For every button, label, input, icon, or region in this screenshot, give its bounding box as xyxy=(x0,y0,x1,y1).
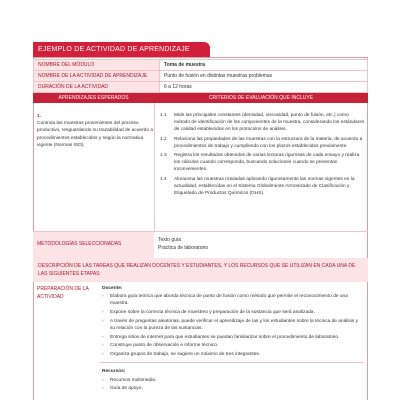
methodology-item: Texto guía xyxy=(158,237,182,243)
methodologies-values xyxy=(154,232,212,259)
description-band: DESCRIPCIÓN DE LAS TAREAS QUE REALIZAN DOCENTES Y ESTUDIANTES, Y LOS RECURSOS QUE SE UTILIZAN EN CADA UNA DE LAS SIGUIENTES ETAPAS: xyxy=(33,258,368,282)
criteria-text: Relaciona las propiedades de las muestras con la estructura de la materia, de acuerdo a procedimientos de trabajo y cumpliendo con los plazos establecidos previamente. xyxy=(174,136,363,149)
list-item xyxy=(102,334,364,341)
list-item-text: Elabora guía teórica que aborda técnica de punto de fusión como método que permite el reconocimiento de una muestra. xyxy=(110,294,348,307)
page-title: EJEMPLO DE ACTIVIDAD DE APRENDIZAJE xyxy=(33,42,210,57)
methodology-item: Práctica de laboratorio xyxy=(158,244,209,251)
criteria-item xyxy=(160,176,365,198)
criteria-text: Almacena las muestras rotuladas aplicando rigurosamente las normas vigentes en la actualidad, establecidas en el Sistema Globalmente Armonizado de Clasificación y Etiquetado de Productos Químicos (GHS). xyxy=(174,176,355,197)
criteria-item xyxy=(160,136,365,150)
duration-value: 6 a 12 horas xyxy=(160,82,368,93)
criteria-list xyxy=(160,112,365,199)
criteria-text: Mide las principales constantes (densidad, viscosidad, punto de fusión, etc.) como método de identificación de los componentes de la muestra, considerando los estándares de calidad establecidos en los protocolos de análisis. xyxy=(174,113,365,133)
list-item-text: A través de preguntas aleatorias, puede verificar el aprendizaje de las y los estudiantes sobre la técnica de análisis y su relación con la pureza de las sustancias. xyxy=(110,318,358,332)
recursos-label: Recursos: xyxy=(102,369,126,375)
criteria-text: Registra los resultados obtenidos de varias lecturas rigurosas de cada ensayo y realiza los cálculos cuando corresponda, buscando soluciones cuando se presentan inconvenientes. xyxy=(174,153,360,173)
criteria-number: 1.3 xyxy=(160,153,167,159)
learning-outcome xyxy=(37,113,153,149)
activity-value: Punto de fusión en distintas muestras problemas xyxy=(160,71,368,82)
list-item-text: Construye punto de observación e informe técnico. xyxy=(110,343,219,349)
chevron-right-icon: › xyxy=(102,352,104,358)
learning-number: 1. xyxy=(37,114,42,119)
column-divider xyxy=(154,103,155,231)
criteria-header xyxy=(33,93,368,103)
list-item-text: Entrega sitios de internet para que estudiantes se puedan familiarizar sobre el procedimiento de laboratorio. xyxy=(110,334,340,340)
module-label: NOMBRE DEL MÓDULO xyxy=(34,60,160,71)
methodologies-label: METODOLOGÍAS SELECCIONADAS xyxy=(33,232,154,259)
info-row-activity xyxy=(34,71,368,82)
module-value: Toma de muestra xyxy=(160,60,368,71)
section-divider xyxy=(99,362,364,363)
chevron-right-icon: › xyxy=(102,318,104,324)
chevron-right-icon: › xyxy=(102,386,104,392)
learning-header: APRENDIZAJES ESPERADOS xyxy=(58,95,129,101)
criteria-number: 1.1 xyxy=(160,113,167,118)
list-item-text: Organiza grupos de trabajo, se sugiere un máximo de tres integrantes. xyxy=(110,352,261,358)
list-item xyxy=(102,318,364,332)
info-table xyxy=(33,59,368,93)
criteria-number: 1.2 xyxy=(160,136,167,142)
chevron-right-icon: › xyxy=(102,377,104,383)
criteria-header-label: CRITERIOS DE EVALUACIÓN QUE INCLUYE xyxy=(208,95,314,101)
list-item-text: Expone sobre la correcta técnica de muestreo y preparación de la sustancia que será analizada. xyxy=(110,310,315,316)
chevron-right-icon: › xyxy=(102,334,104,340)
info-row-duration xyxy=(34,82,368,93)
list-item xyxy=(102,385,364,392)
chevron-right-icon: › xyxy=(102,310,104,316)
methodologies-row xyxy=(33,231,368,260)
list-item xyxy=(102,293,364,307)
preparation-content xyxy=(102,285,364,394)
docente-label: Docente: xyxy=(102,286,123,291)
activity-label: NOMBRE DE LA ACTIVIDAD DE APRENDIZAJE xyxy=(34,71,160,82)
learning-text: Controla las muestras provenientes del proceso productivo, resguardando su trazabilidad de acuerdo a procedimientos establecidos y según la normativa vigente (Normas ISO). xyxy=(37,121,154,148)
list-item xyxy=(102,309,364,316)
criteria-item xyxy=(160,112,365,134)
list-item xyxy=(102,351,364,358)
info-row-module xyxy=(34,60,368,71)
list-item-text: Recursos multimedia. xyxy=(110,377,157,383)
duration-label: DURACIÓN DE LA ACTIVIDAD xyxy=(34,82,160,93)
list-item xyxy=(102,377,364,384)
preparation-label: PREPARACIÓN DE LA ACTIVIDAD xyxy=(37,286,89,300)
criteria-item xyxy=(160,152,365,174)
list-item-text: Guía de apoyo. xyxy=(110,386,143,392)
chevron-right-icon: › xyxy=(102,294,104,300)
list-item xyxy=(102,342,364,349)
chevron-right-icon: › xyxy=(102,343,104,349)
criteria-number: 1.4 xyxy=(160,176,167,182)
